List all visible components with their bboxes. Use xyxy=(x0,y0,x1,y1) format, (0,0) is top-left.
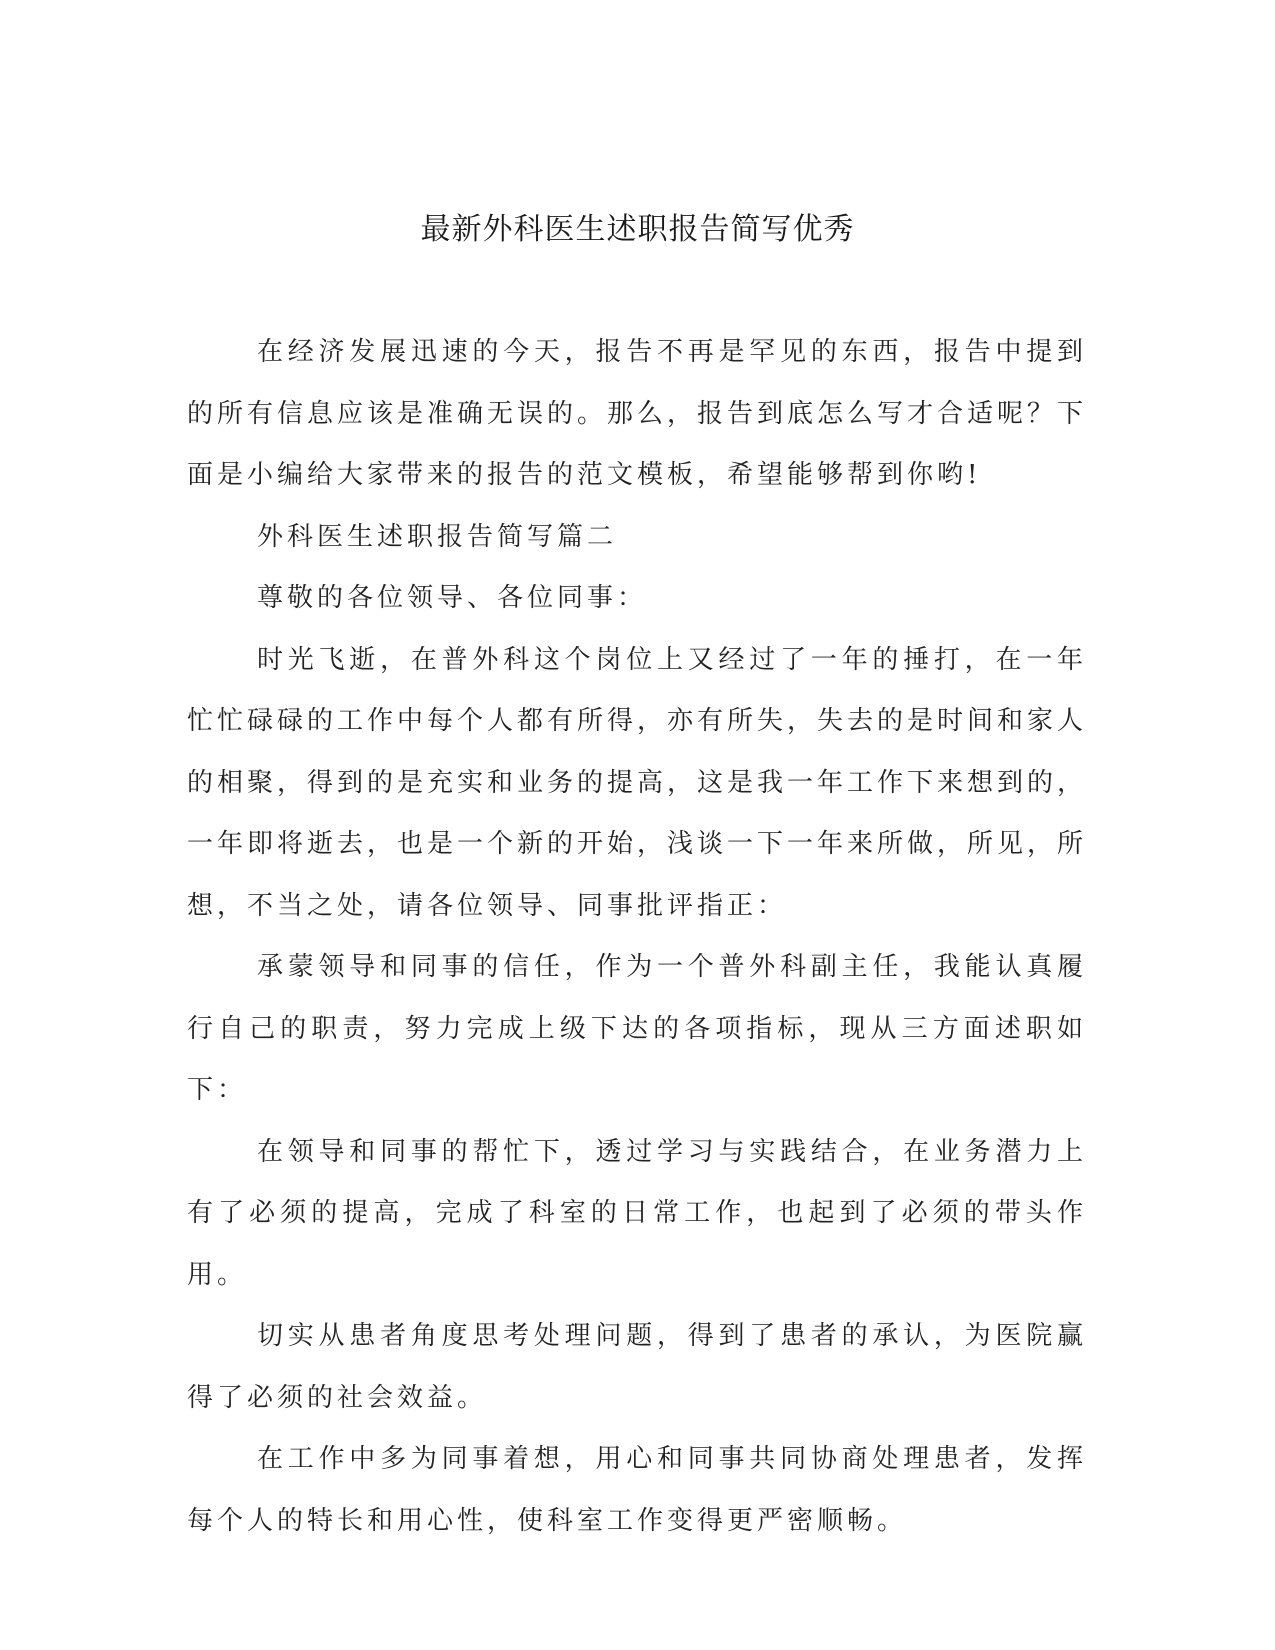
paragraph-skills: 在领导和同事的帮忙下，透过学习与实践结合，在业务潜力上有了必须的提高，完成了科室的日常工作，也起到了必须的带头作用。 xyxy=(187,1136,1087,1290)
paragraph-reflection: 时光飞逝，在普外科这个岗位上又经过了一年的捶打，在一年忙忙碌碌的工作中每个人都有所得，亦有所失，失去的是时间和家人的相聚，得到的是充实和业务的提高，这是我一年工作下来想到的，一年即将逝去，也是一个新的开始，浅谈一下一年来所做，所见，所想，不当之处，请各位领导、同事批评指正： xyxy=(187,644,1088,921)
paragraph-salutation: 尊敬的各位领导、各位同事： xyxy=(257,583,648,613)
paragraph-teamwork: 在工作中多为同事着想，用心和同事共同协商处理患者，发挥每个人的特长和用心性，使科室工作变得更严密顺畅。 xyxy=(187,1444,1087,1536)
document-body xyxy=(187,322,1087,1552)
document-title: 最新外科医生述职报告简写优秀 xyxy=(420,212,855,247)
paragraph-patients: 切实从患者角度思考处理问题，得到了患者的承认，为医院赢得了必须的社会效益。 xyxy=(187,1321,1087,1413)
paragraph-duties: 承蒙领导和同事的信任，作为一个普外科副主任，我能认真履行自己的职责，努力完成上级下达的各项指标，现从三方面述职如下： xyxy=(187,952,1087,1105)
paragraph-intro: 在经济发展迅速的今天，报告不再是罕见的东西，报告中提到的所有信息应该是准确无误的。那么，报告到底怎么写才合适呢？下面是小编给大家带来的报告的范文模板，希望能够帮到你哟! xyxy=(187,337,1088,490)
paragraph-section-heading: 外科医生述职报告简写篇二 xyxy=(257,521,618,552)
